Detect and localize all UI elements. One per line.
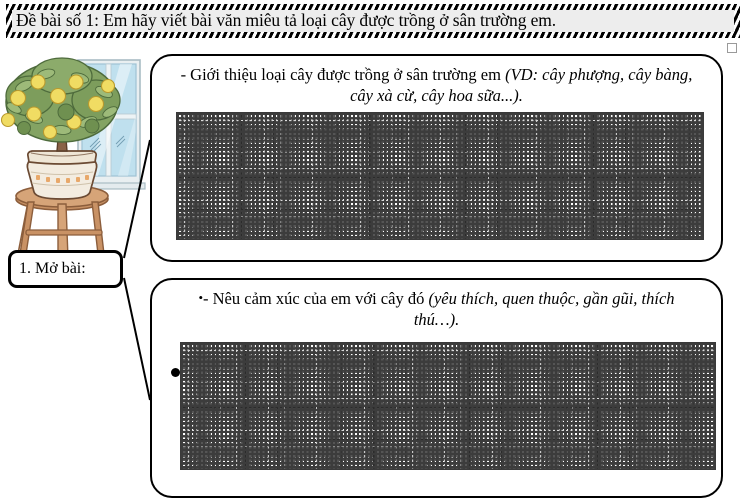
box-2-text-italic: (yêu thích, quen thuộc, gần gũi, thích thú…).	[413, 289, 675, 330]
box-1-text	[152, 56, 721, 106]
grid-light-horizontal	[181, 343, 715, 469]
writing-grid-2[interactable]	[180, 342, 716, 470]
box-2-bullet: •	[198, 290, 204, 305]
page-title: Đề bài số 1: Em hãy viết bài văn miêu tả loại cây được trồng ở sân trường em.	[16, 10, 557, 31]
bullet-dot-icon	[171, 368, 180, 377]
grid-dash-horizontal	[177, 113, 703, 239]
grid-light-vertical	[177, 113, 703, 239]
grid-light-horizontal	[177, 113, 703, 239]
grid-light-vertical	[181, 343, 715, 469]
potted-tree-illustration	[0, 52, 150, 267]
hatch-border-right	[734, 4, 740, 38]
box-1-text-italic: (VD: cây phượng, cây bàng, cây xà cừ, cây hoa sữa...).	[350, 65, 693, 106]
content-box-gioi-thieu[interactable]	[150, 54, 723, 262]
section-label-text: 1. Mở bài:	[19, 260, 86, 277]
grid-dash-vertical	[177, 113, 703, 239]
grid-dash-horizontal	[181, 343, 715, 469]
hatch-border-left	[6, 4, 12, 38]
grid-dash-vertical	[181, 343, 715, 469]
ceramic-pot-graphic	[27, 151, 96, 199]
hatch-border-bottom	[6, 32, 740, 38]
section-label-mo-bai[interactable]	[8, 250, 123, 288]
exercise-title-bar	[6, 4, 740, 38]
box-1-text-plain: - Giới thiệu loại cây được trồng ở sân trường em	[180, 65, 506, 84]
box-2-text	[152, 280, 721, 330]
writing-grid-1[interactable]	[176, 112, 704, 240]
box-2-text-plain: - Nêu cảm xúc của em với cây đó	[203, 289, 429, 308]
content-box-neu-cam-xuc[interactable]	[150, 278, 723, 498]
resize-handle[interactable]	[727, 43, 737, 53]
